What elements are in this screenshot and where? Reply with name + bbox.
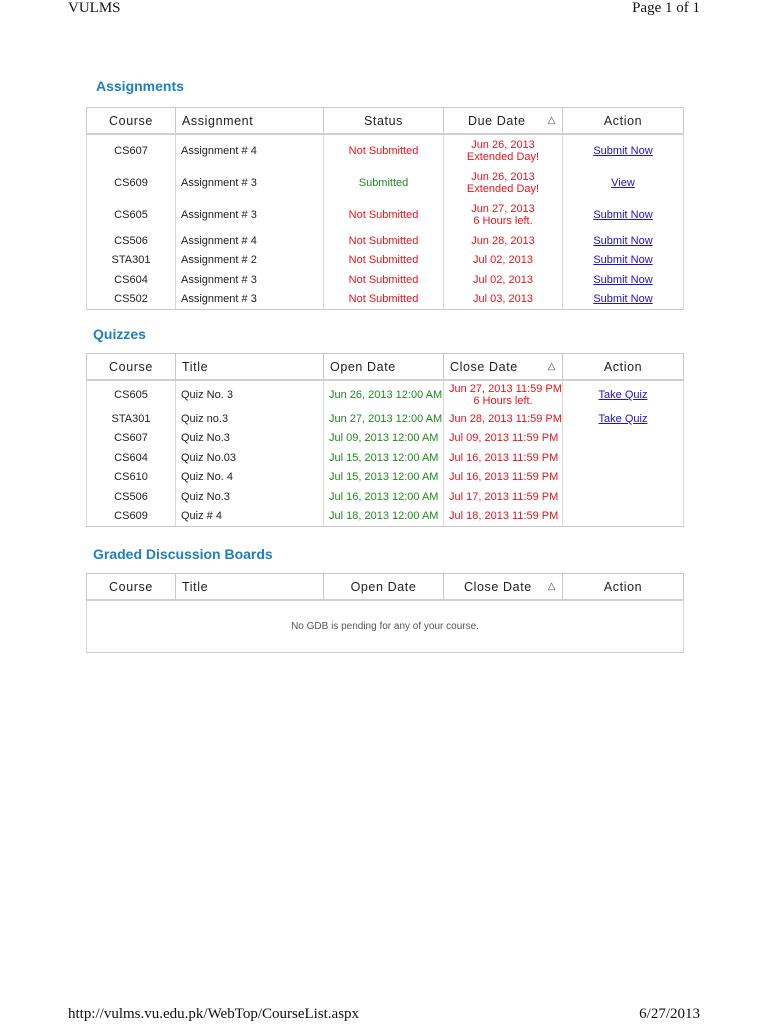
- title-cell: Quiz No. 4: [176, 468, 324, 488]
- close-date-cell: Jul 16, 2013 11:59 PM: [444, 448, 563, 468]
- table-row: [87, 380, 684, 409]
- table-row: [87, 429, 684, 449]
- submit-now-link[interactable]: Submit Now: [593, 209, 653, 221]
- open-date-cell: Jul 18, 2013 12:00 AM: [324, 507, 444, 527]
- course-cell: STA301: [87, 251, 176, 271]
- assignment-cell: Assignment # 3: [176, 199, 324, 231]
- print-date: 6/27/2013: [639, 1006, 700, 1022]
- action-cell: [563, 199, 684, 231]
- close-date-cell: Jul 17, 2013 11:59 PM: [444, 487, 563, 507]
- course-cell: CS604: [87, 448, 176, 468]
- open-date-cell: Jul 15, 2013 12:00 AM: [324, 448, 444, 468]
- print-footer: [68, 1006, 700, 1023]
- status-cell: Not Submitted: [324, 231, 444, 251]
- col-course-header[interactable]: Course: [87, 354, 176, 381]
- course-cell: CS604: [87, 270, 176, 290]
- col-due-date-label: Due Date: [468, 113, 526, 128]
- due-note: Extended Day!: [466, 183, 540, 195]
- due-date-cell: Jul 02, 2013: [444, 251, 563, 271]
- due-date-cell: [444, 167, 563, 199]
- course-cell: STA301: [87, 409, 176, 429]
- gdb-table: [86, 573, 684, 653]
- due-date: Jun 26, 2013: [471, 171, 535, 183]
- quizzes-table: [86, 353, 684, 527]
- empty-row: [87, 600, 684, 653]
- take-quiz-link[interactable]: Take Quiz: [598, 412, 648, 425]
- due-note: 6 Hours left.: [473, 215, 533, 227]
- col-assignment-header[interactable]: Assignment: [176, 108, 324, 135]
- triangle-sort-icon[interactable]: △: [547, 360, 556, 372]
- close-date-cell: Jun 28, 2013 11:59 PM: [444, 409, 563, 429]
- assignments-header-row: [87, 108, 684, 135]
- page-url: http://vulms.vu.edu.pk/WebTop/CourseList.aspx: [68, 1006, 360, 1022]
- action-cell: [563, 270, 684, 290]
- submit-now-link[interactable]: Submit Now: [593, 273, 653, 286]
- table-row: [87, 448, 684, 468]
- action-cell: [563, 429, 684, 449]
- course-cell: CS607: [87, 429, 176, 449]
- table-row: [87, 290, 684, 310]
- col-close-date-label: Close Date: [464, 579, 532, 594]
- col-close-date-header[interactable]: [444, 574, 563, 601]
- open-date-cell: Jun 26, 2013 12:00 AM: [324, 380, 444, 409]
- col-action-header[interactable]: Action: [563, 574, 684, 601]
- assignment-cell: Assignment # 2: [176, 251, 324, 271]
- table-row: [87, 409, 684, 429]
- submit-now-link[interactable]: Submit Now: [593, 145, 653, 157]
- quizzes-header-row: [87, 354, 684, 381]
- table-row: [87, 487, 684, 507]
- action-cell: [563, 409, 684, 429]
- course-cell: CS605: [87, 380, 176, 409]
- table-row: [87, 270, 684, 290]
- assignment-cell: Assignment # 3: [176, 290, 324, 310]
- title-cell: Quiz No.3: [176, 487, 324, 507]
- due-date-cell: [444, 134, 563, 167]
- assignments-title: Assignments: [96, 78, 184, 94]
- status-cell: Not Submitted: [324, 270, 444, 290]
- title-cell: Quiz no.3: [176, 409, 324, 429]
- table-row: [87, 507, 684, 527]
- action-cell: [563, 487, 684, 507]
- action-cell: [563, 134, 684, 167]
- status-cell: Not Submitted: [324, 134, 444, 167]
- triangle-sort-icon[interactable]: △: [547, 114, 556, 126]
- close-date: Jun 27, 2013 11:59 PM: [449, 383, 562, 395]
- title-cell: Quiz No. 3: [176, 380, 324, 409]
- title-cell: Quiz No.03: [176, 448, 324, 468]
- col-due-date-header[interactable]: [444, 108, 563, 135]
- col-close-date-label: Close Date: [450, 359, 518, 374]
- due-date-cell: [444, 199, 563, 231]
- col-title-header[interactable]: Title: [176, 354, 324, 381]
- action-cell: [563, 468, 684, 488]
- open-date-cell: Jul 15, 2013 12:00 AM: [324, 468, 444, 488]
- due-date: Jun 27, 2013: [471, 203, 535, 215]
- table-row: [87, 134, 684, 167]
- action-cell: [563, 167, 684, 199]
- col-course-header[interactable]: Course: [87, 108, 176, 135]
- empty-message: No GDB is pending for any of your course.: [87, 600, 684, 653]
- triangle-sort-icon[interactable]: △: [547, 580, 556, 592]
- col-action-header[interactable]: Action: [563, 354, 684, 381]
- open-date-cell: Jul 09, 2013 12:00 AM: [324, 429, 444, 449]
- action-cell: [563, 448, 684, 468]
- take-quiz-link[interactable]: Take Quiz: [598, 389, 648, 401]
- col-action-header[interactable]: Action: [563, 108, 684, 135]
- course-cell: CS609: [87, 167, 176, 199]
- table-row: [87, 468, 684, 488]
- action-cell: [563, 290, 684, 310]
- close-date-cell: Jul 16, 2013 11:59 PM: [444, 468, 563, 488]
- due-date-cell: Jul 03, 2013: [444, 290, 563, 310]
- print-header: [68, 0, 700, 17]
- quizzes-title: Quizzes: [93, 326, 146, 342]
- close-date-cell: Jul 18, 2013 11:59 PM: [444, 507, 563, 527]
- gdb-header-row: [87, 574, 684, 601]
- assignments-table: [86, 107, 684, 310]
- title-cell: Quiz # 4: [176, 507, 324, 527]
- action-cell: [563, 251, 684, 271]
- due-note: Extended Day!: [466, 151, 540, 163]
- course-cell: CS610: [87, 468, 176, 488]
- submit-now-link[interactable]: Submit Now: [593, 293, 653, 306]
- course-cell: CS506: [87, 487, 176, 507]
- close-note: 6 Hours left.: [473, 395, 533, 407]
- due-date: Jun 26, 2013: [471, 139, 535, 151]
- status-cell: Not Submitted: [324, 290, 444, 310]
- close-date-cell: [444, 380, 563, 409]
- due-date-cell: Jun 28, 2013: [444, 231, 563, 251]
- status-cell: Not Submitted: [324, 199, 444, 231]
- gdb-title: Graded Discussion Boards: [93, 546, 273, 562]
- close-date-cell: Jul 09, 2013 11:59 PM: [444, 429, 563, 449]
- action-cell: [563, 231, 684, 251]
- status-cell: Not Submitted: [324, 251, 444, 271]
- submit-now-link[interactable]: Submit Now: [593, 254, 653, 267]
- title-cell: Quiz No.3: [176, 429, 324, 449]
- table-row: [87, 251, 684, 271]
- col-course-header[interactable]: Course: [87, 574, 176, 601]
- action-cell: [563, 507, 684, 527]
- assignment-cell: Assignment # 3: [176, 270, 324, 290]
- course-cell: CS607: [87, 134, 176, 167]
- submit-now-link[interactable]: Submit Now: [593, 234, 653, 247]
- col-close-date-header[interactable]: [444, 354, 563, 381]
- col-title-header[interactable]: Title: [176, 574, 324, 601]
- print-header-title: VULMS: [68, 0, 121, 16]
- open-date-cell: Jun 27, 2013 12:00 AM: [324, 409, 444, 429]
- table-row: [87, 167, 684, 199]
- assignment-cell: Assignment # 4: [176, 134, 324, 167]
- open-date-cell: Jul 16, 2013 12:00 AM: [324, 487, 444, 507]
- due-date-cell: Jul 02, 2013: [444, 270, 563, 290]
- status-cell: Submitted: [324, 167, 444, 199]
- action-cell: [563, 380, 684, 409]
- col-status-header[interactable]: Status: [324, 108, 444, 135]
- course-cell: CS609: [87, 507, 176, 527]
- table-row: [87, 199, 684, 231]
- view-link[interactable]: View: [611, 177, 635, 189]
- course-cell: CS502: [87, 290, 176, 310]
- assignment-cell: Assignment # 4: [176, 231, 324, 251]
- page-number: Page 1 of 1: [632, 0, 700, 16]
- table-row: [87, 231, 684, 251]
- course-cell: CS506: [87, 231, 176, 251]
- col-open-date-header[interactable]: Open Date: [324, 574, 444, 601]
- assignment-cell: Assignment # 3: [176, 167, 324, 199]
- col-open-date-header[interactable]: Open Date: [324, 354, 444, 381]
- course-cell: CS605: [87, 199, 176, 231]
